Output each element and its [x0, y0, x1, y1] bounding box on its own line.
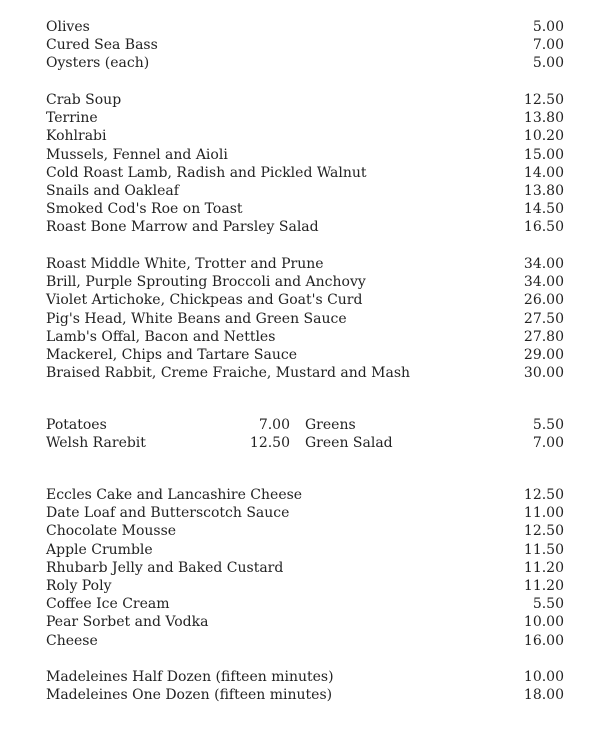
item-name: Brill, Purple Sprouting Broccoli and Anchovy — [46, 274, 366, 291]
menu-item — [46, 328, 564, 346]
item-name: Mackerel, Chips and Tartare Sauce — [46, 346, 297, 363]
side-name: Greens — [305, 417, 356, 433]
item-name: Oysters (each) — [46, 55, 150, 72]
item-name: Cold Roast Lamb, Radish and Pickled Walnut — [46, 164, 367, 181]
item-price: 12.50 — [523, 92, 564, 108]
item-name: Braised Rabbit, Creme Fraiche, Mustard and Mash — [46, 365, 411, 382]
item-price: 16.50 — [523, 219, 564, 236]
item-name: Roast Bone Marrow and Parsley Salad — [46, 219, 319, 236]
item-name: Date Loaf and Butterscotch Sauce — [46, 505, 290, 522]
side-price: 7.00 — [532, 435, 564, 452]
menu-section-sides — [46, 416, 564, 452]
menu-item — [46, 182, 564, 200]
item-name: Cheese — [46, 632, 98, 649]
menu-item — [46, 164, 564, 182]
menu-item — [46, 504, 564, 522]
menu-item — [46, 613, 564, 631]
menu-item — [46, 18, 564, 36]
item-name: Rhubarb Jelly and Baked Custard — [46, 559, 284, 576]
menu-item — [46, 291, 564, 309]
item-price: 14.00 — [523, 164, 564, 181]
menu-item — [46, 686, 564, 704]
item-price: 13.80 — [523, 110, 564, 127]
item-name: Roast Middle White, Trotter and Prune — [46, 256, 324, 272]
item-name: Lamb's Offal, Bacon and Nettles — [46, 328, 276, 345]
side-price: 5.50 — [532, 417, 564, 433]
menu-section-snacks — [46, 18, 564, 73]
item-name: Violet Artichoke, Chickpeas and Goat's Curd — [46, 292, 363, 309]
item-price: 34.00 — [523, 256, 564, 272]
item-name: Madeleines One Dozen (fifteen minutes) — [46, 687, 333, 704]
menu-item — [46, 218, 564, 236]
item-price: 26.00 — [523, 292, 564, 309]
menu-item — [46, 668, 564, 686]
item-price: 10.00 — [523, 614, 564, 631]
menu-item — [46, 200, 564, 218]
item-name: Mussels, Fennel and Aioli — [46, 146, 228, 163]
menu-item — [46, 36, 564, 54]
item-price: 11.00 — [523, 505, 564, 522]
item-price: 13.80 — [523, 182, 564, 199]
item-name: Terrine — [46, 110, 98, 127]
side-name: Welsh Rarebit — [46, 435, 146, 452]
item-price: 30.00 — [523, 365, 564, 382]
item-name: Smoked Cod's Roe on Toast — [46, 201, 243, 218]
side-name: Potatoes — [46, 417, 107, 433]
menu-section-desserts — [46, 486, 564, 650]
menu-item — [46, 364, 564, 382]
item-name: Crab Soup — [46, 92, 122, 108]
menu-item — [46, 127, 564, 145]
menu-item — [46, 310, 564, 328]
item-price: 16.00 — [523, 632, 564, 649]
item-name: Pear Sorbet and Vodka — [46, 614, 209, 631]
item-name: Pig's Head, White Beans and Green Sauce — [46, 310, 347, 327]
menu-item — [46, 632, 564, 650]
item-price: 12.50 — [523, 487, 564, 503]
item-price: 15.00 — [523, 146, 564, 163]
item-price: 7.00 — [532, 37, 564, 54]
menu-item — [46, 255, 564, 273]
item-price: 34.00 — [523, 274, 564, 291]
menu-section-mains — [46, 255, 564, 382]
item-price: 27.80 — [523, 328, 564, 345]
item-name: Cured Sea Bass — [46, 37, 158, 54]
menu-item — [46, 54, 564, 72]
side-name: Green Salad — [305, 435, 393, 452]
menu-item — [46, 109, 564, 127]
item-price: 10.00 — [523, 669, 564, 685]
item-name: Madeleines Half Dozen (fifteen minutes) — [46, 669, 334, 685]
item-price: 11.20 — [523, 559, 564, 576]
menu-item — [46, 146, 564, 164]
sides-row — [46, 434, 564, 452]
menu-item — [46, 273, 564, 291]
menu-item — [46, 577, 564, 595]
menu-item — [46, 541, 564, 559]
item-price: 5.00 — [532, 55, 564, 72]
menu-item — [46, 595, 564, 613]
menu-item — [46, 559, 564, 577]
menu-section-starters — [46, 91, 564, 237]
side-price: 7.00 — [258, 417, 290, 433]
item-price: 5.50 — [532, 596, 564, 613]
item-name: Kohlrabi — [46, 128, 107, 145]
sides-row — [46, 416, 564, 434]
menu-section-madeleines — [46, 668, 564, 704]
item-price: 5.00 — [532, 19, 564, 35]
item-name: Olives — [46, 19, 90, 35]
item-price: 11.20 — [523, 577, 564, 594]
item-price: 14.50 — [523, 201, 564, 218]
item-price: 10.20 — [523, 128, 564, 145]
item-name: Roly Poly — [46, 577, 112, 594]
item-name: Eccles Cake and Lancashire Cheese — [46, 487, 303, 503]
menu-item — [46, 346, 564, 364]
menu-item — [46, 91, 564, 109]
item-price: 29.00 — [523, 346, 564, 363]
item-name: Apple Crumble — [46, 541, 153, 558]
menu-item — [46, 486, 564, 504]
item-name: Snails and Oakleaf — [46, 182, 179, 199]
item-price: 12.50 — [523, 523, 564, 540]
item-price: 18.00 — [523, 687, 564, 704]
side-price: 12.50 — [249, 435, 290, 452]
menu-item — [46, 522, 564, 540]
item-name: Chocolate Mousse — [46, 523, 177, 540]
item-price: 11.50 — [523, 541, 564, 558]
item-price: 27.50 — [523, 310, 564, 327]
item-name: Coffee Ice Cream — [46, 596, 170, 613]
